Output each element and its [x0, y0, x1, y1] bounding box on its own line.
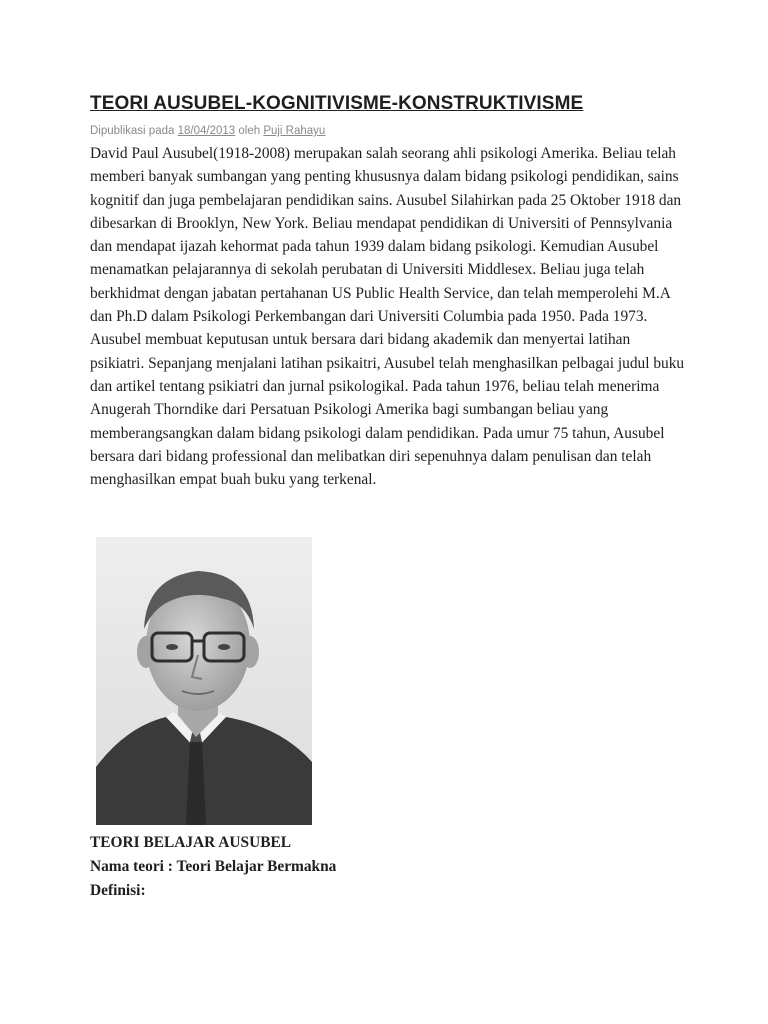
article-meta [90, 125, 325, 137]
article-title: TEORI AUSUBEL-KOGNITIVISME-KONSTRUKTIVISME [90, 93, 584, 114]
portrait-illustration [96, 537, 312, 825]
by-label: oleh [238, 125, 261, 137]
author-link[interactable]: Puji Rahayu [263, 125, 326, 137]
section-heading: TEORI BELAJAR AUSUBEL [90, 834, 291, 851]
theory-name-heading: Nama teori : Teori Belajar Bermakna [90, 858, 337, 875]
portrait-photo [96, 537, 312, 825]
published-prefix: Dipublikasi pada [90, 125, 175, 137]
definition-heading: Definisi: [90, 882, 146, 899]
date-link[interactable]: 18/04/2013 [177, 125, 236, 137]
article-body: David Paul Ausubel(1918-2008) merupakan salah seorang ahli psikologi Amerika. Beliau telah memberi banyak sumbangan yang penting khususnya dalam bidang psikologi pendidikan, sains kognitif dan juga pembelajaran pendidikan sains. Ausubel Silahirkan pada 25 Oktober 1918 dan dibesarkan di Brooklyn, New York. Beliau mendapat pendidikan di Universiti of Pennsylvania dan mendapat ijazah kehormat pada tahun 1939 dalam bidang psikologi. Kemudian Ausubel menamatkan pelajarannya di sekolah perubatan di Universiti Middlesex. Beliau juga telah berkhidmat dengan jabatan pertahanan US Public Health Service, dan telah memperolehi M.A dan Ph.D dalam Psikologi Perkembangan dari Universiti Columbia pada 1950. Pada 1973. Ausubel membuat keputusan untuk bersara dari bidang akademik dan menyertai latihan psikiatri. Sepanjang menjalani latihan psikaitri, Ausubel telah menghasilkan pelbagai judul buku dan artikel tentang psikiatri dan jurnal psikologikal. Pada tahun 1976, beliau telah menerima Anugerah Thorndike dari Persatuan Psikologi Amerika bagi sumbangan beliau yang memberangsangkan dalam bidang psikologi dalam pendidikan. Pada umur 75 tahun, Ausubel bersara dari bidang professional dan melibatkan diri sepenuhnya dalam penulisan dan telah menghasilkan empat buah buku yang terkenal. [90, 145, 685, 489]
